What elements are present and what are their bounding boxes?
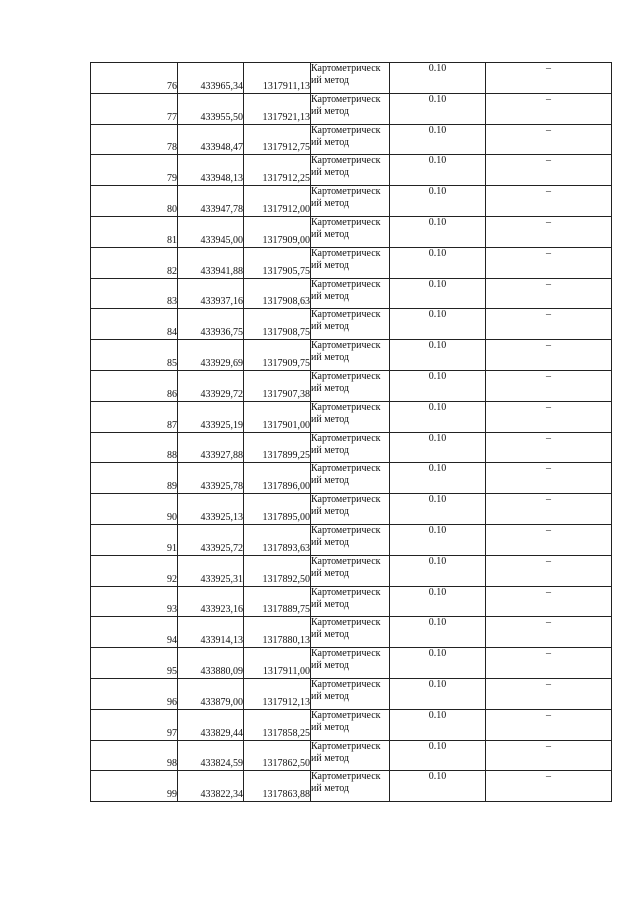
x-coordinate-cell: 433923,16 [178, 586, 244, 617]
table-row [91, 155, 612, 186]
y-coordinate-cell: 1317896,00 [244, 463, 311, 494]
method-cell [311, 216, 390, 247]
accuracy-cell: 0.10 [390, 340, 486, 371]
accuracy-cell: 0.10 [390, 617, 486, 648]
method-cell [311, 247, 390, 278]
accuracy-cell: 0.10 [390, 309, 486, 340]
point-number-cell: 88 [91, 432, 178, 463]
note-cell: – [486, 432, 612, 463]
x-coordinate-cell: 433925,78 [178, 463, 244, 494]
accuracy-cell: 0.10 [390, 709, 486, 740]
y-coordinate-cell: 1317905,75 [244, 247, 311, 278]
y-coordinate-cell: 1317911,00 [244, 648, 311, 679]
point-number-cell: 85 [91, 340, 178, 371]
method-text-line: ий метод [311, 690, 350, 702]
y-coordinate-cell: 1317892,50 [244, 555, 311, 586]
method-text-line: ий метод [311, 629, 350, 641]
x-coordinate-cell: 433927,88 [178, 432, 244, 463]
method-cell [311, 370, 390, 401]
point-number-cell: 97 [91, 709, 178, 740]
method-cell [311, 432, 390, 463]
method-text-line: ий метод [311, 105, 350, 117]
method-text-line: Картометрическ [311, 771, 381, 783]
method-text-line: Картометрическ [311, 586, 381, 598]
note-cell: – [486, 524, 612, 555]
note-cell: – [486, 309, 612, 340]
method-cell [311, 186, 390, 217]
accuracy-cell: 0.10 [390, 678, 486, 709]
table-row [91, 432, 612, 463]
point-number-cell: 81 [91, 216, 178, 247]
point-number-cell: 82 [91, 247, 178, 278]
table-row [91, 555, 612, 586]
note-cell: – [486, 648, 612, 679]
note-cell: – [486, 63, 612, 94]
table-row [91, 370, 612, 401]
y-coordinate-cell: 1317908,63 [244, 278, 311, 309]
table-row [91, 309, 612, 340]
note-cell: – [486, 93, 612, 124]
accuracy-cell: 0.10 [390, 124, 486, 155]
table-row [91, 709, 612, 740]
point-number-cell: 93 [91, 586, 178, 617]
x-coordinate-cell: 433929,72 [178, 370, 244, 401]
y-coordinate-cell: 1317862,50 [244, 740, 311, 771]
method-text-line: ий метод [311, 259, 350, 271]
method-text-line: Картометрическ [311, 740, 381, 752]
accuracy-cell: 0.10 [390, 93, 486, 124]
method-cell [311, 709, 390, 740]
x-coordinate-cell: 433925,13 [178, 494, 244, 525]
y-coordinate-cell: 1317895,00 [244, 494, 311, 525]
method-text-line: Картометрическ [311, 155, 381, 167]
x-coordinate-cell: 433829,44 [178, 709, 244, 740]
method-text-line: Картометрическ [311, 124, 381, 136]
method-text-line: ий метод [311, 660, 350, 672]
accuracy-cell: 0.10 [390, 247, 486, 278]
x-coordinate-cell: 433914,13 [178, 617, 244, 648]
point-number-cell: 80 [91, 186, 178, 217]
y-coordinate-cell: 1317912,75 [244, 124, 311, 155]
method-cell [311, 771, 390, 802]
accuracy-cell: 0.10 [390, 648, 486, 679]
point-number-cell: 79 [91, 155, 178, 186]
method-cell [311, 494, 390, 525]
table-row [91, 340, 612, 371]
table-row [91, 678, 612, 709]
x-coordinate-cell: 433947,78 [178, 186, 244, 217]
coordinates-table [90, 62, 612, 802]
x-coordinate-cell: 433929,69 [178, 340, 244, 371]
method-text-line: ий метод [311, 506, 350, 518]
table-row [91, 648, 612, 679]
method-text-line: Картометрическ [311, 709, 381, 721]
accuracy-cell: 0.10 [390, 586, 486, 617]
method-text-line: ий метод [311, 352, 350, 364]
note-cell: – [486, 155, 612, 186]
y-coordinate-cell: 1317858,25 [244, 709, 311, 740]
note-cell: – [486, 370, 612, 401]
method-text-line: Картометрическ [311, 370, 381, 382]
x-coordinate-cell: 433822,34 [178, 771, 244, 802]
y-coordinate-cell: 1317899,25 [244, 432, 311, 463]
method-text-line: Картометрическ [311, 432, 381, 444]
point-number-cell: 94 [91, 617, 178, 648]
note-cell: – [486, 740, 612, 771]
method-text-line: Картометрическ [311, 401, 381, 413]
note-cell: – [486, 278, 612, 309]
note-cell: – [486, 340, 612, 371]
point-number-cell: 90 [91, 494, 178, 525]
x-coordinate-cell: 433879,00 [178, 678, 244, 709]
method-text-line: ий метод [311, 783, 350, 795]
point-number-cell: 78 [91, 124, 178, 155]
table-row [91, 63, 612, 94]
method-cell [311, 524, 390, 555]
method-text-line: ий метод [311, 321, 350, 333]
y-coordinate-cell: 1317901,00 [244, 401, 311, 432]
table-row [91, 524, 612, 555]
method-text-line: Картометрическ [311, 494, 381, 506]
accuracy-cell: 0.10 [390, 186, 486, 217]
table-row [91, 494, 612, 525]
method-text-line: ий метод [311, 167, 350, 179]
accuracy-cell: 0.10 [390, 432, 486, 463]
table-row [91, 401, 612, 432]
method-cell [311, 93, 390, 124]
x-coordinate-cell: 433955,50 [178, 93, 244, 124]
method-cell [311, 155, 390, 186]
method-text-line: Картометрическ [311, 340, 381, 352]
table-row [91, 463, 612, 494]
table-row [91, 740, 612, 771]
y-coordinate-cell: 1317912,13 [244, 678, 311, 709]
method-cell [311, 309, 390, 340]
x-coordinate-cell: 433824,59 [178, 740, 244, 771]
method-cell [311, 555, 390, 586]
method-text-line: Картометрическ [311, 678, 381, 690]
method-text-line: Картометрическ [311, 463, 381, 475]
accuracy-cell: 0.10 [390, 401, 486, 432]
y-coordinate-cell: 1317893,63 [244, 524, 311, 555]
x-coordinate-cell: 433948,47 [178, 124, 244, 155]
y-coordinate-cell: 1317889,75 [244, 586, 311, 617]
accuracy-cell: 0.10 [390, 278, 486, 309]
method-text-line: Картометрическ [311, 278, 381, 290]
note-cell: – [486, 617, 612, 648]
method-text-line: ий метод [311, 198, 350, 210]
point-number-cell: 92 [91, 555, 178, 586]
accuracy-cell: 0.10 [390, 771, 486, 802]
y-coordinate-cell: 1317909,75 [244, 340, 311, 371]
accuracy-cell: 0.10 [390, 524, 486, 555]
table-row [91, 124, 612, 155]
method-text-line: ий метод [311, 75, 350, 86]
y-coordinate-cell: 1317908,75 [244, 309, 311, 340]
x-coordinate-cell: 433941,88 [178, 247, 244, 278]
x-coordinate-cell: 433948,13 [178, 155, 244, 186]
note-cell: – [486, 216, 612, 247]
method-text-line: Картометрическ [311, 648, 381, 660]
point-number-cell: 98 [91, 740, 178, 771]
y-coordinate-cell: 1317880,13 [244, 617, 311, 648]
method-cell [311, 278, 390, 309]
note-cell: – [486, 247, 612, 278]
method-text-line: ий метод [311, 721, 350, 733]
point-number-cell: 84 [91, 309, 178, 340]
x-coordinate-cell: 433945,00 [178, 216, 244, 247]
accuracy-cell: 0.10 [390, 463, 486, 494]
x-coordinate-cell: 433936,75 [178, 309, 244, 340]
method-text-line: ий метод [311, 444, 350, 456]
note-cell: – [486, 709, 612, 740]
method-text-line: ий метод [311, 475, 350, 487]
point-number-cell: 87 [91, 401, 178, 432]
x-coordinate-cell: 433880,09 [178, 648, 244, 679]
note-cell: – [486, 463, 612, 494]
y-coordinate-cell: 1317912,25 [244, 155, 311, 186]
method-text-line: ий метод [311, 413, 350, 425]
method-cell [311, 740, 390, 771]
accuracy-cell: 0.10 [390, 555, 486, 586]
method-text-line: Картометрическ [311, 63, 381, 74]
method-text-line: Картометрическ [311, 555, 381, 567]
method-cell [311, 648, 390, 679]
table-row [91, 586, 612, 617]
method-cell [311, 63, 390, 94]
table-row [91, 247, 612, 278]
note-cell: – [486, 771, 612, 802]
x-coordinate-cell: 433925,31 [178, 555, 244, 586]
point-number-cell: 99 [91, 771, 178, 802]
point-number-cell: 77 [91, 93, 178, 124]
method-cell [311, 617, 390, 648]
y-coordinate-cell: 1317911,13 [244, 63, 311, 94]
note-cell: – [486, 186, 612, 217]
point-number-cell: 95 [91, 648, 178, 679]
table-row [91, 278, 612, 309]
accuracy-cell: 0.10 [390, 216, 486, 247]
accuracy-cell: 0.10 [390, 740, 486, 771]
y-coordinate-cell: 1317907,38 [244, 370, 311, 401]
method-text-line: ий метод [311, 752, 350, 764]
y-coordinate-cell: 1317921,13 [244, 93, 311, 124]
method-text-line: ий метод [311, 136, 350, 148]
method-cell [311, 678, 390, 709]
table-row [91, 771, 612, 802]
method-text-line: ий метод [311, 536, 350, 548]
method-text-line: Картометрическ [311, 186, 381, 198]
coordinates-table-body [91, 63, 612, 802]
table-row [91, 216, 612, 247]
method-text-line: ий метод [311, 290, 350, 302]
note-cell: – [486, 586, 612, 617]
note-cell: – [486, 124, 612, 155]
x-coordinate-cell: 433965,34 [178, 63, 244, 94]
table-row [91, 93, 612, 124]
method-text-line: ий метод [311, 382, 350, 394]
note-cell: – [486, 555, 612, 586]
method-text-line: Картометрическ [311, 524, 381, 536]
point-number-cell: 83 [91, 278, 178, 309]
method-text-line: Картометрическ [311, 247, 381, 259]
method-cell [311, 401, 390, 432]
method-cell [311, 463, 390, 494]
method-text-line: ий метод [311, 567, 350, 579]
point-number-cell: 76 [91, 63, 178, 94]
point-number-cell: 86 [91, 370, 178, 401]
x-coordinate-cell: 433925,72 [178, 524, 244, 555]
method-cell [311, 124, 390, 155]
table-row [91, 617, 612, 648]
method-cell [311, 586, 390, 617]
point-number-cell: 91 [91, 524, 178, 555]
method-text-line: Картометрическ [311, 93, 381, 105]
accuracy-cell: 0.10 [390, 370, 486, 401]
y-coordinate-cell: 1317863,88 [244, 771, 311, 802]
accuracy-cell: 0.10 [390, 155, 486, 186]
x-coordinate-cell: 433937,16 [178, 278, 244, 309]
note-cell: – [486, 494, 612, 525]
point-number-cell: 96 [91, 678, 178, 709]
y-coordinate-cell: 1317909,00 [244, 216, 311, 247]
method-text-line: ий метод [311, 598, 350, 610]
method-text-line: Картометрическ [311, 216, 381, 228]
method-text-line: ий метод [311, 228, 350, 240]
accuracy-cell: 0.10 [390, 63, 486, 94]
point-number-cell: 89 [91, 463, 178, 494]
accuracy-cell: 0.10 [390, 494, 486, 525]
table-row [91, 186, 612, 217]
y-coordinate-cell: 1317912,00 [244, 186, 311, 217]
note-cell: – [486, 401, 612, 432]
x-coordinate-cell: 433925,19 [178, 401, 244, 432]
method-text-line: Картометрическ [311, 309, 381, 321]
method-text-line: Картометрическ [311, 617, 381, 629]
note-cell: – [486, 678, 612, 709]
method-cell [311, 340, 390, 371]
